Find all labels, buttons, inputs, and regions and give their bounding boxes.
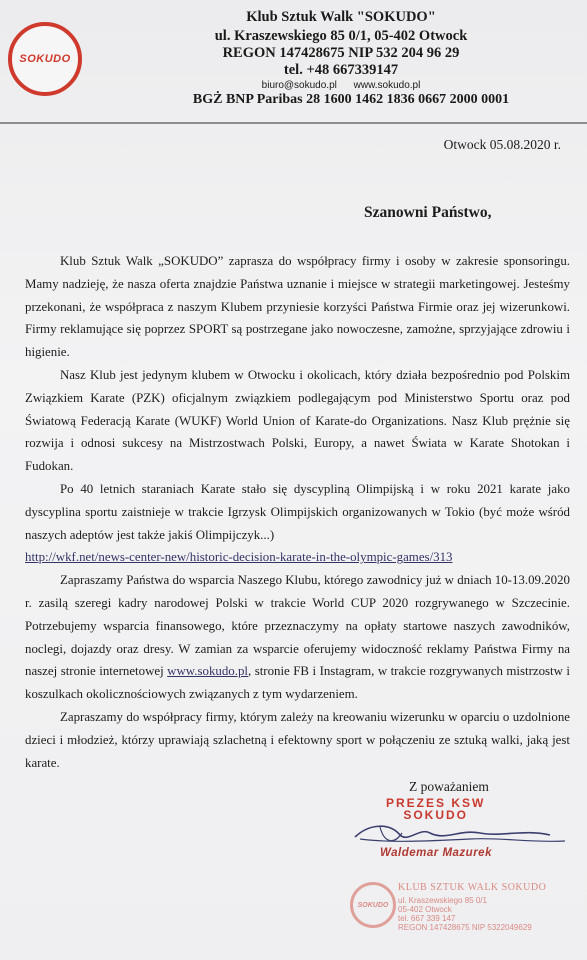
club-phone: tel. +48 667339147 (283, 62, 399, 78)
paragraph-link (25, 546, 570, 569)
letter-date: Otwock 05.08.2020 r. (443, 137, 561, 152)
club-stamp-city: 05-402 Otwock (398, 905, 452, 914)
president-stamp-line2: SOKUDO (403, 808, 468, 822)
club-logo (8, 22, 82, 96)
support-text-b: , stronie FB i Instagram, w trakcie rozgrywanych mistrzostw i koszulkach okolicznościowych związanych z tym wydarzeniem. (25, 664, 571, 702)
club-stamp-title: KLUB SZTUK WALK SOKUDO (398, 882, 547, 893)
closing-regards: Z poważaniem (409, 779, 489, 794)
paragraph-sponsorship: Klub Sztuk Walk „SOKUDO” zaprasza do współpracy firmy i osoby w zakresie sponsoringu. Mamy nadzieję, że nasza oferta znajdzie Państwa uznanie i miejsce w strategii marketingowej. Jesteśmy przekonani, że współpraca z naszym Klubem przyniesie korzyści Państwa Firmie oraz jej wizerunkowi. Firmy reklamujące się poprzez SPORT są postrzegane jako nowoczesne, zamożne, sprzyjające zdrowiu i higienie. (25, 254, 570, 360)
club-stamp-address: ul. Kraszewskiego 85 0/1 (398, 896, 487, 905)
club-stamp-logo (350, 882, 396, 928)
paragraph-olympics: Po 40 letnich staraniach Karate stało się dyscypliną Olimpijską i w roku 2021 karate jako dyscyplina sportu zaistnieje w trakcie Igrzysk Olimpijskich organizowanych w Tokio (być może wśród naszych adeptów jest także jakiś Olimpijczyk...) (25, 481, 570, 542)
letterhead (0, 0, 587, 124)
club-regon-nip: REGON 147428675 NIP 532 204 96 29 (222, 45, 460, 61)
letter-body (25, 250, 570, 774)
wkf-news-link[interactable]: http://wkf.net/news-center-new/historic-decision-karate-in-the-olympic-games/313 (25, 550, 453, 565)
club-logo-text: SOKUDO (19, 53, 71, 65)
club-stamp (346, 880, 566, 952)
paragraph-club-info: Nasz Klub jest jedynym klubem w Otwocku i okolicach, który działa bezpośrednio pod Polskim Związkiem Karate (PZK) oficjalnym związkiem podlegającym pod Ministerstwo Sportu oraz pod Światową Federacją Karate (WUKF) World Union of Karate-do Organizations. Nasz Klub prężnie się rozwija i odnosi sukcesy na Mistrzostwach Polski, Europy, a nawet Świata w Karate Shotokan i Fudokan. (25, 367, 570, 474)
club-address: ul. Kraszewskiego 85 0/1, 05-402 Otwock (214, 28, 468, 44)
club-stamp-logo-text: SOKUDO (357, 901, 389, 909)
club-stamp-regon: REGON 147428675 NIP 5322049629 (398, 923, 532, 932)
club-email-web: biuro@sokudo.pl www.sokudo.pl (261, 80, 421, 91)
club-bank-account: BGŻ BNP Paribas 28 1600 1462 1836 0667 2000 0001 (192, 92, 510, 107)
club-stamp-phone: tel. 667 339 147 (398, 914, 456, 923)
paragraph-invitation: Zapraszamy do współpracy firmy, którym zależy na kreowaniu wizerunku w oparciu o uzdolnione dzieci i młodzież, którzy uprawiają szlachetną i efektowny sport w połączeniu ze sztuką walki, jaką jest karate. (25, 709, 570, 770)
letter-greeting: Szanowni Państwo, (364, 204, 492, 221)
club-name: Klub Sztuk Walk "SOKUDO" (246, 9, 436, 25)
president-stamp-line1: PREZES KSW (386, 796, 486, 810)
signatory-name: Waldemar Mazurek (380, 847, 492, 859)
support-text-a: Zapraszamy Państwa do wsparcia Naszego Klubu, którego zawodnicy już w dniach 10-13.09.2020 r. zasilą szeregi kadry narodowej Polski w trakcie World CUP 2020 rozgrywanego w Szczecinie. Potrzebujemy wsparcia finansowego, które przeznaczymy na opłaty startowe naszych zawodników, noclegi, dojazdy oraz dresy. W zamian za wsparcie oferujemy widoczność reklamy Państwa Firmy na naszej stronie internetowej (25, 573, 570, 679)
paragraph-support (25, 569, 570, 706)
sokudo-website-link[interactable]: www.sokudo.pl (167, 664, 248, 679)
